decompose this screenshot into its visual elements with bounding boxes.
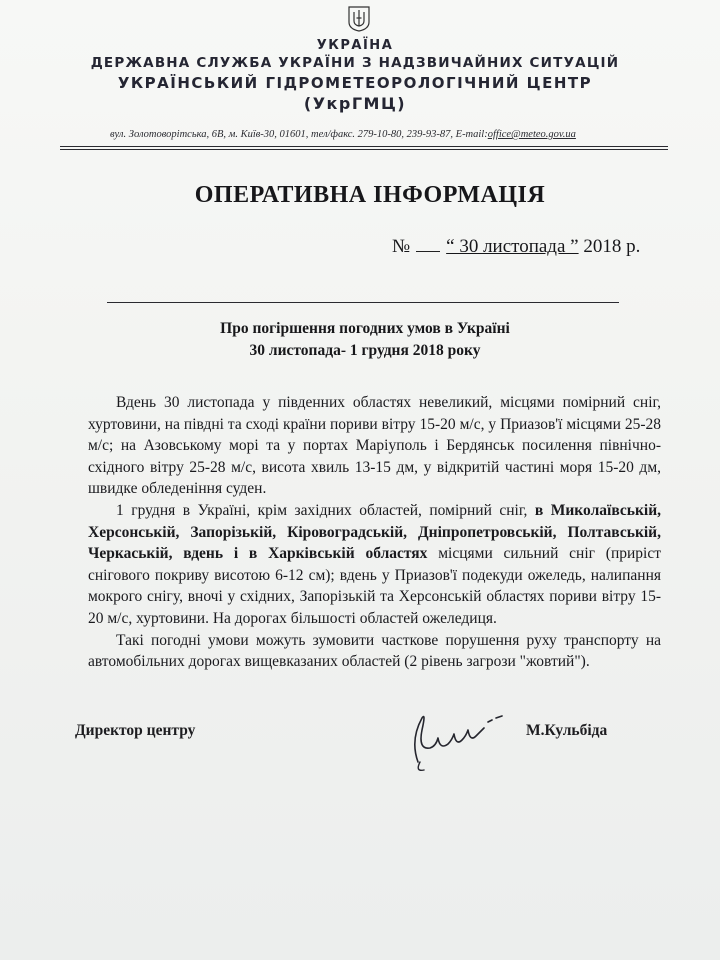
paragraph-2-start: 1 грудня в Україні, крім західних областей, помірний сніг, (116, 501, 528, 519)
header-divider (60, 146, 668, 147)
document-date: “ 30 листопада ” (446, 236, 579, 257)
subject-line-2: 30 листопада- 1 грудня 2018 року (249, 342, 481, 359)
document-year: 2018 р. (583, 236, 641, 257)
signatory-title: Директор центру (75, 722, 196, 739)
header-service: ДЕРЖАВНА СЛУЖБА УКРАЇНИ З НАДЗВИЧАЙНИХ СИТУАЦІЙ (90, 55, 620, 71)
document-title: ОПЕРАТИВНА ІНФОРМАЦІЯ (194, 182, 546, 208)
document-body (88, 392, 661, 673)
address-text: вул. Золотоворітська, 6В, м. Київ-30, 01601, тел/факс. 279-10-80, 239-93-87, E-mail: (110, 129, 488, 140)
subject-line-1: Про погіршення погодних умов в Україні (220, 320, 510, 337)
header-center: УКРАЇНСЬКИЙ ГІДРОМЕТЕОРОЛОГІЧНИЙ ЦЕНТР (117, 74, 593, 92)
signatory-name: М.Кульбіда (526, 722, 608, 739)
number-label: № (392, 236, 411, 257)
paragraph-2-end: місцями сильний сніг (приріст снігового покриву висотою 6-12 см); вдень у Приазов'ї подекуди ожеледь, налипання мокрого снігу, вночі у східних, Запорізькій та Херсонській областях пориви вітру 15-20 м/с, хуртовини. На дорогах більшості областей ожеледиця. (88, 545, 661, 627)
subject-divider (107, 302, 619, 303)
header-country: УКРАЇНА (316, 38, 394, 53)
document-subject (150, 318, 580, 362)
paragraph-2-bold: в Миколаївській, Херсонській, Запорізькій, Кіровоградській, Дніпропетровській, Полтавській, Черкаській, вдень і в Харківській областях (88, 501, 662, 563)
header-divider-thin (60, 149, 668, 150)
number-blank (416, 251, 440, 252)
handwritten-signature (400, 700, 510, 780)
header-address (110, 129, 670, 140)
email-link[interactable]: office@meteo.gov.ua (487, 129, 576, 140)
paragraph-1: Вдень 30 листопада у південних областях невеликий, місцями помірний сніг, хуртовини, на півдні та сході країни пориви вітру 15-20 м/с, у Приазов'ї місцями 25-28 м/с; на Азовському морі та у портах Маріуполь і Бердянськ посилення північно-східного вітру 25-28 м/с, висота хвиль 13-15 дм, у відкритій частині моря 15-20 дм, швидке обледеніння суден. (88, 394, 661, 498)
paragraph-2 (88, 500, 661, 630)
header-abbr: (УкрГМЦ) (303, 94, 407, 113)
paragraph-3: Такі погодні умови можуть зумовити часткове порушення руху транспорту на автомобільних дорогах вищевказаних областей (2 рівень загрози "жовтий"). (88, 631, 661, 671)
trident-emblem-icon (344, 4, 374, 32)
document-date-row (392, 236, 640, 258)
